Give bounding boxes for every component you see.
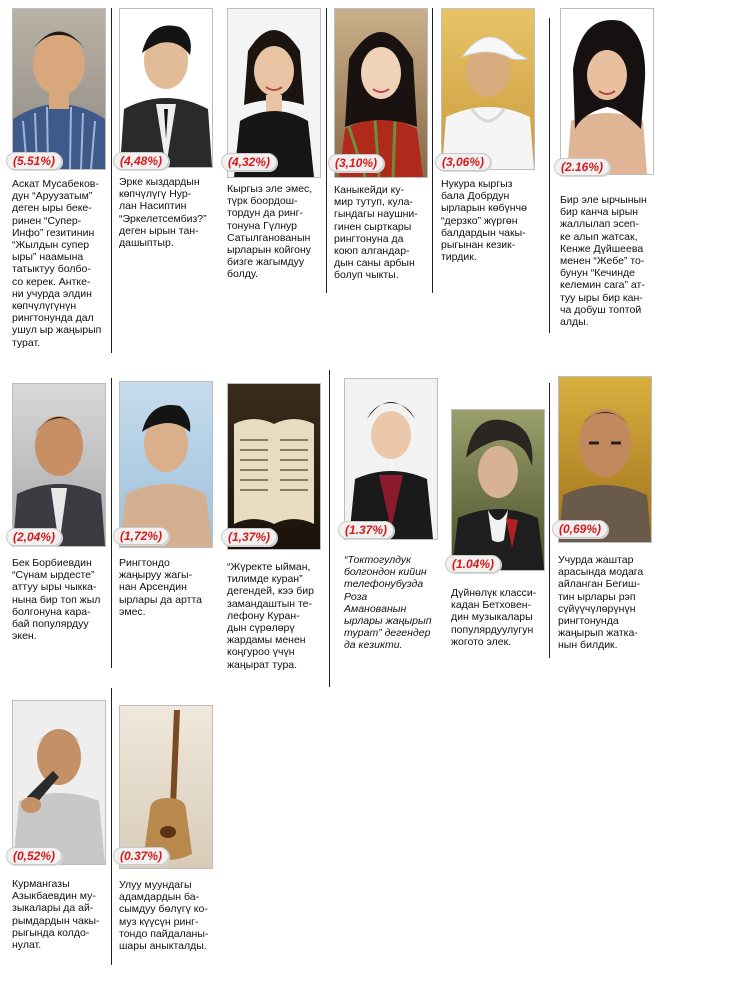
caption: Нукура кыргыз бала Добрдун ырларын көбүнчө “дерзко” жүргөн балдардын чакы- рыгынан кезик- тирдик.	[441, 178, 527, 264]
portrait-man-striped-shirt-icon	[13, 9, 105, 169]
column-divider	[326, 8, 327, 293]
percentage-badge: (1.04%)	[445, 555, 501, 573]
photo-kurmangazy-azykbaev	[12, 700, 106, 865]
percentage-badge: (5.51%)	[6, 152, 62, 170]
portrait-woman-red-dress-icon	[335, 9, 427, 177]
portrait-man-playing-instrument-icon	[13, 701, 105, 864]
portrait-man-shaved-icon	[559, 377, 651, 542]
portrait-man-white-cap-icon	[442, 9, 534, 169]
column-divider	[549, 18, 550, 333]
percentage-badge: (0,69%)	[552, 520, 608, 538]
portrait-beethoven-icon	[452, 410, 544, 570]
percentage-badge: (0,52%)	[6, 847, 62, 865]
photo-askat-musabekov	[12, 8, 106, 170]
caption: Эрке кыздардын көпчүлүгү Нур- лан Насиптин “Эркелетсембиз?” деген ырын тан- дашыптыр.	[119, 176, 207, 250]
column-divider	[111, 378, 112, 668]
photo-roza-amanova	[344, 378, 438, 540]
photo-komuz	[119, 705, 213, 869]
caption: Бир эле ырчынын бир канча ырын жаллылап эсеп- ке алып жатсак, Кенже Дүйшеева менен “Жебе” то- бунун “Кечинде келемин сага” ат- туу ыры бир кан- ча добуш топтой алды.	[560, 194, 647, 329]
photo-begish	[558, 376, 652, 543]
caption: “Жүректе ыйман, тилимде куран” дегендей, кээ бир замандаштын те- лефону Куран- дын сүрөлөрү жардамы менен коңгуроо үчүн жаңырат тура.	[227, 561, 314, 671]
photo-kanykei	[334, 8, 428, 178]
portrait-young-man-icon	[120, 382, 212, 547]
portrait-man-suit-icon	[13, 384, 105, 546]
portrait-woman-black-jacket-icon	[345, 379, 437, 539]
column-divider	[329, 370, 330, 687]
caption: Улуу муундагы адамдардын ба- сымдуу бөлүгү ко- муз күүсүн ринг- тондо пайдаланы- шары аныкталды.	[119, 879, 209, 953]
caption: Каныкейди ку- мир тутуп, кула- гындагы наушни- гинен сырткары рингтонуна да коюп алгандар- дын саны арбын болуп чыкты.	[334, 184, 418, 282]
percentage-badge: (4,32%)	[221, 153, 277, 171]
caption: Дүйнөлүк класси- кадан Бетховен- дин музыкалары популярдуулугун жогото элек.	[451, 587, 537, 648]
column-divider	[549, 383, 550, 658]
caption: “Токтогулдук болгондон кийин телефонубузда Роза Амановaнын ырлары жаңырып турат” дегендер да кезикти.	[344, 554, 432, 652]
open-book-icon	[228, 384, 320, 549]
photo-beethoven	[451, 409, 545, 571]
percentage-badge: (1,72%)	[113, 527, 169, 545]
percentage-badge: (1.37%)	[338, 521, 394, 539]
caption: Курмангазы Азыкбаевдин му- зыкалары да ай- рымдардын чакы- рыгында колдо- нулат.	[12, 878, 100, 952]
percentage-badge: (0.37%)	[113, 847, 169, 865]
column-divider	[432, 8, 433, 293]
caption: Аскат Мусабеков- дун “Аруузатым” деген ыры беке- ринен “Супер- Инфо” гезитинин “Жылдын супер ыры” наамына татыктуу болбо- со керек. Антке- ни учурда элдин көпчүлүгүнүн рингтонунда дал ушул ыр жаңырып турат.	[12, 178, 102, 349]
caption: Рингтондо жаңыруу жагы- нан Арсендин ырлары да артта эмес.	[119, 557, 202, 618]
komuz-instrument-icon	[120, 706, 212, 868]
percentage-badge: (3,10%)	[328, 154, 384, 172]
caption: Учурда жаштар арасында модага айланган Бегиш- тин ырлары рэп сүйүүчүлөрүнүн рингтонунда жаңырып жатка- нын билдик.	[558, 554, 644, 652]
caption: Бек Борбиевдин “Сүнам ырдесте” аттуу ыры чыкка- нына бир топ жыл болгонуна кара- бай популярдуу экен.	[12, 557, 101, 643]
photo-dobr	[441, 8, 535, 170]
percentage-badge: (1,37%)	[221, 528, 277, 546]
photo-quran-book	[227, 383, 321, 550]
column-divider	[111, 688, 112, 965]
caption: Кыргыз эле эмес, түрк бoордош- тордун да ринг- тонуна Гүлнур Сатылганованын ырларын койгону бизге жагымдуу болду.	[227, 183, 313, 281]
percentage-badge: (2.16%)	[554, 158, 610, 176]
column-divider	[111, 8, 112, 353]
percentage-badge: (3,06%)	[435, 153, 491, 171]
portrait-woman-dark-dress-icon	[228, 9, 320, 177]
photo-bek-borbiev	[12, 383, 106, 547]
percentage-badge: (4,48%)	[113, 152, 169, 170]
portrait-woman-dark-hair-icon	[561, 9, 653, 174]
photo-nurlan-nasip	[119, 8, 213, 168]
photo-arsen	[119, 381, 213, 548]
photo-kenje-duisheeva	[560, 8, 654, 175]
percentage-badge: (2,04%)	[6, 528, 62, 546]
portrait-young-man-vest-icon	[120, 9, 212, 167]
